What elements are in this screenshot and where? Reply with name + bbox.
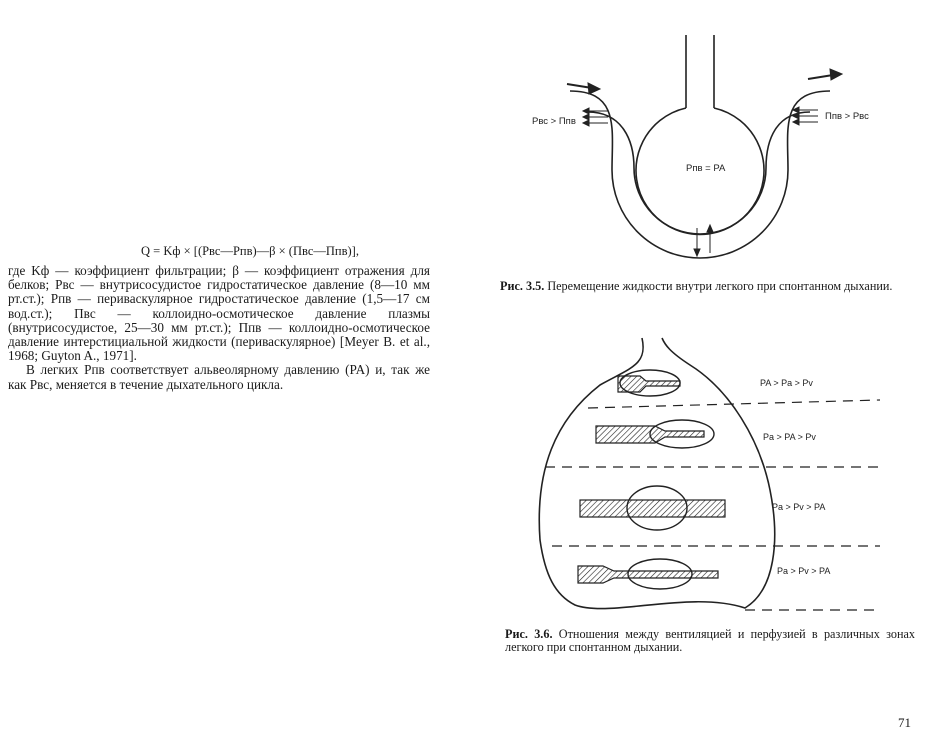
zone2-label: Pa > PA > Pv bbox=[763, 432, 816, 442]
fig35-label-left: Pвс > Ппв bbox=[532, 116, 576, 127]
fig35-label-center: Pпв = PA bbox=[686, 163, 726, 174]
figure-3-5-caption bbox=[500, 280, 910, 293]
zone1-label: PA > Pa > Pv bbox=[760, 378, 813, 388]
fig36-caption-label: Рис. 3.6. bbox=[505, 627, 553, 641]
zone4-label: Pa > Pv > PA bbox=[777, 566, 831, 576]
zone3-label: Pa > Pv > PA bbox=[772, 502, 826, 512]
fig35-caption-label: Рис. 3.5. bbox=[500, 279, 545, 293]
fig35-label-right: Ппв > Pвс bbox=[825, 111, 869, 122]
definitions-paragraph: где Kф — коэффициент фильтрации; β — коэффициент отражения для белков; Рвс — внутрисосудистое гидростатическое давление (8—10 мм рт.ст.); Рпв — периваскулярное гидростатическое давление (1,5—17 см вод.ст.); Пвс — коллоидно-осмотическое давление плазмы (внутрисосудистое, 25—30 мм рт.ст.); Ппв — коллоидно-осмотическое давление интерстициальной жидкости (периваскулярное) [Meyer B. et al., 1968; Guyton A., 1971]. bbox=[8, 263, 430, 364]
body-text bbox=[8, 264, 430, 392]
fig36-caption-text: Отношения между вентиляцией и перфузией в различных зонах легкого при спонтанном дыхании. bbox=[505, 627, 915, 654]
figure-3-6-caption bbox=[505, 628, 915, 654]
alveolar-pressure-paragraph: В легких Рпв соответствует альвеолярному давлению (PA) и, так же как Рвс, меняется в течение дыхательного цикла. bbox=[8, 362, 430, 392]
page-number: 71 bbox=[898, 715, 911, 730]
fig35-caption-text: Перемещение жидкости внутри легкого при спонтанном дыхании. bbox=[547, 279, 893, 293]
filtration-formula: Q = Kф × [(Рвс—Рпв)—β × (Пвс—Ппв)], bbox=[141, 244, 359, 258]
